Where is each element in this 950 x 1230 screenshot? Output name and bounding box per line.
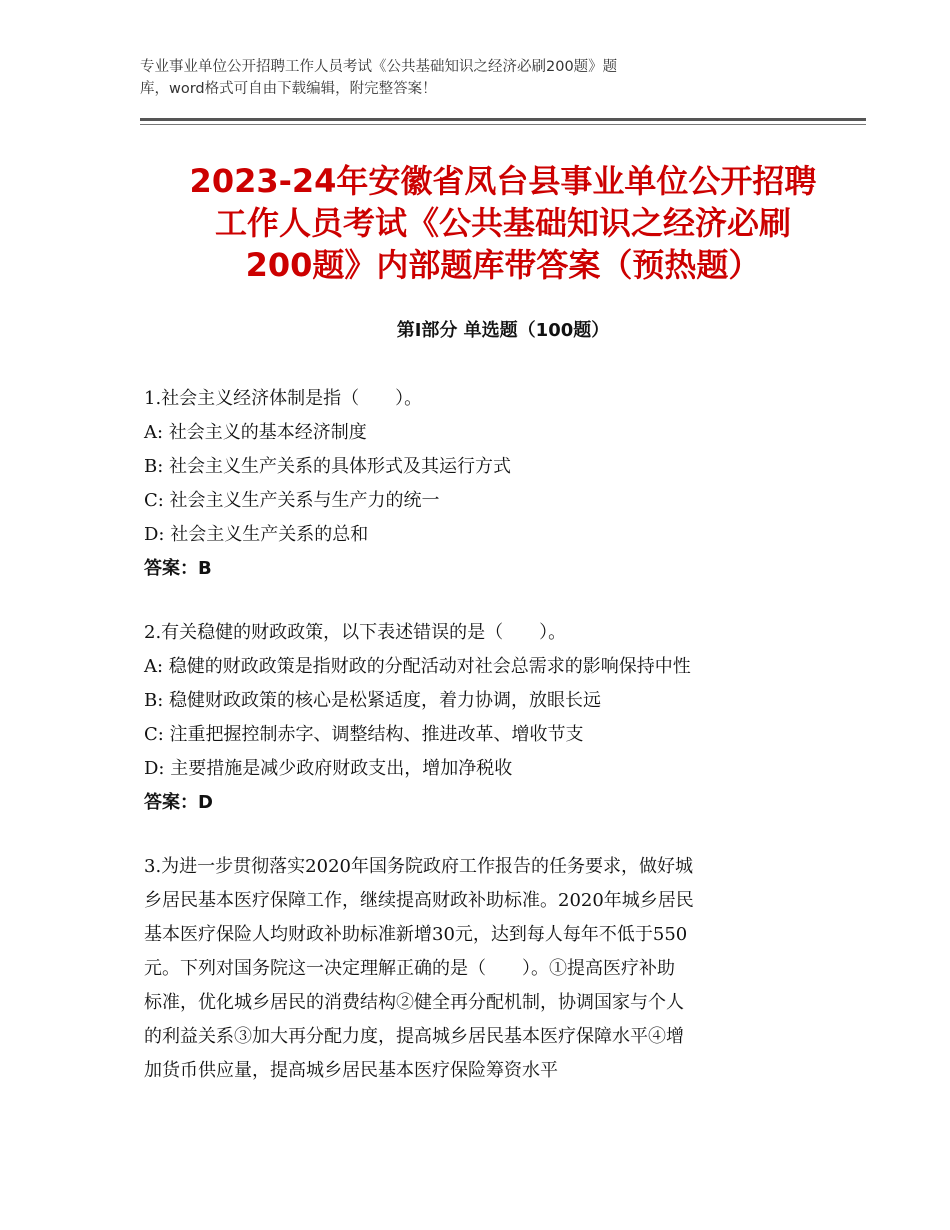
question-item	[144, 382, 824, 586]
header-note-line: 专业事业单位公开招聘工作人员考试《公共基础知识之经济必刷200题》题	[140, 59, 618, 75]
header-divider	[140, 118, 866, 121]
document-title	[140, 160, 866, 286]
question-item	[144, 616, 824, 820]
title-line: 2023-24年安徽省凤台县事业单位公开招聘	[189, 162, 817, 200]
question-stem: 1.社会主义经济体制是指（ ）。	[144, 388, 423, 409]
header-divider-thin	[140, 124, 866, 125]
answer-text: 答案：B	[144, 558, 212, 579]
question-stem-line: 元。下列对国务院这一决定理解正确的是（ ）。①提高医疗补助	[144, 958, 675, 979]
question-stem-line: 加货币供应量，提高城乡居民基本医疗保险筹资水平	[144, 1060, 558, 1081]
question-stem-line: 的利益关系③加大再分配力度，提高城乡居民基本医疗保障水平④增	[144, 1026, 684, 1047]
question-stem-line: 标准，优化城乡居民的消费结构②健全再分配机制，协调国家与个人	[144, 992, 684, 1013]
option-a: A: 稳健的财政政策是指财政的分配活动对社会总需求的影响保持中性	[144, 656, 691, 677]
header-note-line: 库，word格式可自由下载编辑，附完整答案！	[140, 81, 437, 97]
question-stem-line: 3.为进一步贯彻落实2020年国务院政府工作报告的任务要求，做好城	[144, 856, 693, 877]
header-note	[140, 56, 780, 100]
option-c: C: 社会主义生产关系与生产力的统一	[144, 490, 440, 511]
question-list	[144, 382, 824, 1118]
question-stem-line: 基本医疗保险人均财政补助标准新增30元，达到每人每年不低于550	[144, 924, 688, 945]
section-heading: 第Ⅰ部分 单选题（100题）	[396, 320, 610, 341]
option-b: B: 社会主义生产关系的具体形式及其运行方式	[144, 456, 512, 477]
question-stem: 2.有关稳健的财政政策，以下表述错误的是（ ）。	[144, 622, 567, 643]
option-d: D: 社会主义生产关系的总和	[144, 524, 369, 545]
question-stem-line: 乡居民基本医疗保障工作，继续提高财政补助标准。2020年城乡居民	[144, 890, 694, 911]
option-a: A: 社会主义的基本经济制度	[144, 422, 367, 443]
question-item	[144, 850, 824, 1088]
option-c: C: 注重把握控制赤字、调整结构、推进改革、增收节支	[144, 724, 584, 745]
option-b: B: 稳健财政政策的核心是松紧适度，着力协调，放眼长远	[144, 690, 602, 711]
option-d: D: 主要措施是减少政府财政支出，增加净税收	[144, 758, 513, 779]
title-line: 工作人员考试《公共基础知识之经济必刷	[214, 204, 791, 242]
title-line: 200题》内部题库带答案（预热题）	[245, 246, 761, 284]
answer-text: 答案：D	[144, 792, 213, 813]
